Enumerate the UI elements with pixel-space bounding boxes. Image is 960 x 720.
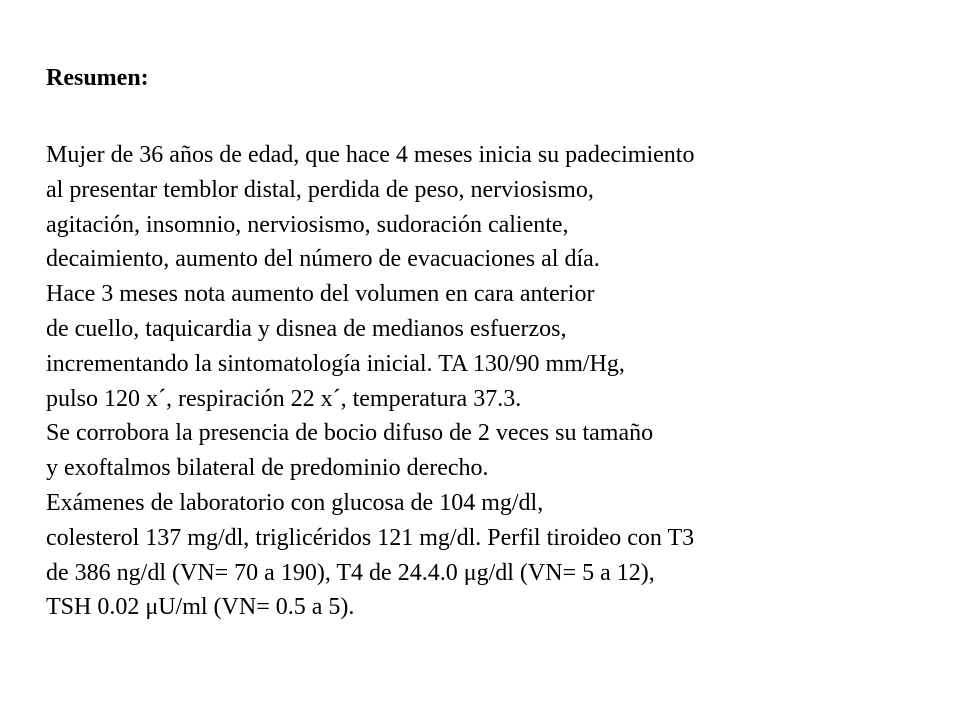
summary-title: Resumen: — [46, 65, 149, 91]
summary-line: agitación, insomnio, nerviosismo, sudoración caliente, — [46, 211, 569, 238]
summary-line: incrementando la sintomatología inicial. TA 130/90 mm/Hg, — [46, 350, 625, 377]
summary-line: decaimiento, aumento del número de evacuaciones al día. — [46, 246, 600, 273]
summary-line: TSH 0.02 μU/ml (VN= 0.5 a 5). — [46, 594, 355, 621]
summary-line: colesterol 137 mg/dl, triglicéridos 121 mg/dl. Perfil tiroideo con T3 — [46, 524, 695, 551]
summary-body — [46, 138, 694, 625]
summary-line: al presentar temblor distal, perdida de peso, nerviosismo, — [46, 176, 594, 203]
summary-line: Hace 3 meses nota aumento del volumen en cara anterior — [46, 281, 595, 308]
summary-line: de cuello, taquicardia y disnea de medianos esfuerzos, — [46, 315, 567, 342]
summary-line: y exoftalmos bilateral de predominio derecho. — [46, 455, 489, 482]
summary-line: pulso 120 x´, respiración 22 x´, temperatura 37.3. — [46, 385, 522, 412]
summary-line: Exámenes de laboratorio con glucosa de 104 mg/dl, — [46, 489, 544, 516]
summary-line: Mujer de 36 años de edad, que hace 4 meses inicia su padecimiento — [46, 142, 695, 168]
summary-line: de 386 ng/dl (VN= 70 a 190), T4 de 24.4.0 μg/dl (VN= 5 a 12), — [46, 559, 655, 586]
summary-line: Se corrobora la presencia de bocio difuso de 2 veces su tamaño — [46, 420, 654, 447]
